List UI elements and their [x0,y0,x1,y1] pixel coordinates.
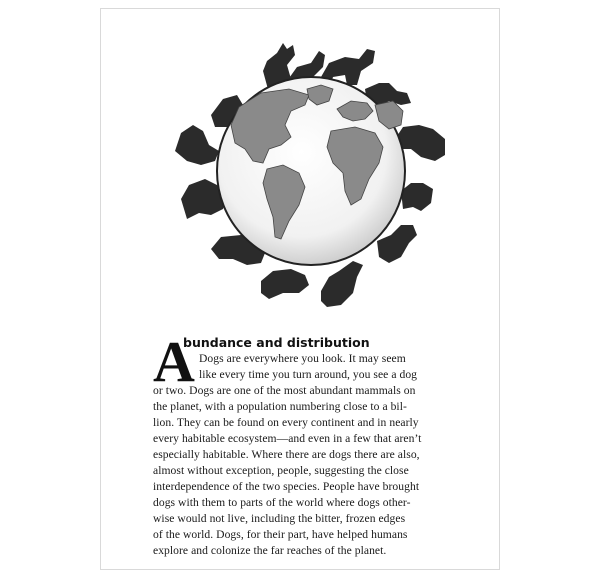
body-line: interdependence of the two species. People have brought [153,480,420,493]
body-line: of the world. Dogs, for their part, have helped humans [153,528,408,541]
drop-cap: A [153,329,195,394]
body-line: wise would not live, including the bitter, frozen edges [153,512,406,525]
section-heading: bundance and distribution [183,335,370,350]
dog-silhouette [321,261,363,307]
body-line: like every time you turn around, you see a dog [199,368,418,381]
body-line: every habitable ecosystem—and even in a few that aren’t [153,432,422,445]
body-line: lion. They can be found on every continent and in nearly [153,416,419,429]
book-page [100,8,500,570]
body-line: explore and colonize the far reaches of the planet. [153,544,387,557]
body-line: the planet, with a population numbering close to a bil- [153,400,407,413]
dog-silhouette [175,125,219,165]
body-line: almost without exception, people, suggesting the close [153,464,409,477]
globe-with-dogs-illustration [161,19,461,319]
body-line: or two. Dogs are one of the most abundant mammals on [153,384,416,397]
dog-silhouette [261,269,309,299]
body-line: Dogs are everywhere you look. It may seem [199,352,406,365]
dog-silhouette [401,183,433,211]
body-line: especially habitable. Where there are dogs there are also, [153,448,420,461]
body-line: dogs with them to parts of the world where dogs other- [153,496,411,509]
